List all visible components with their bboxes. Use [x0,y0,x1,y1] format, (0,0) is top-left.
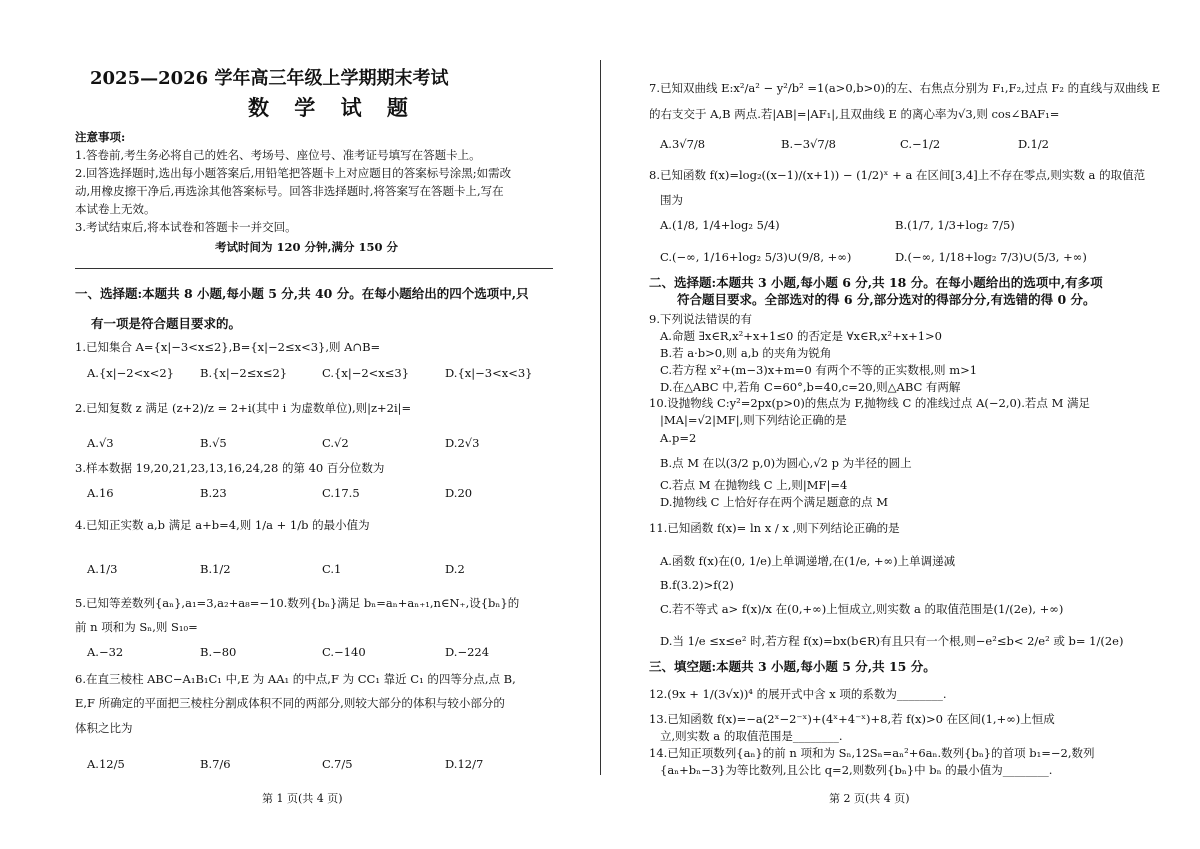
q3-option-c: C.17.5 [322,486,360,500]
q5-option-a: A.−32 [87,645,124,659]
notice-line: 本试卷上无效。 [75,202,156,216]
q8-option-d: D.(−∞, 1/18+log₂ 7/3)∪(5/3, +∞) [895,250,1087,264]
page-footer: 第 1 页(共 4 页) [262,792,343,805]
exam-title: 2025—2026 学年高三年级上学期期末考试 [90,68,449,89]
q8-option-a: A.(1/8, 1/4+log₂ 5/4) [660,218,780,232]
divider-line [75,268,553,269]
q6-option-b: B.7/6 [200,757,231,771]
question-3: 3.样本数据 19,20,21,23,13,16,24,28 的第 40 百分位数为 [75,461,385,475]
question-8-cont: 围为 [660,193,683,207]
q4-option-a: A.1/3 [87,562,118,576]
question-5-cont: 前 n 项和为 Sₙ,则 S₁₀= [75,620,198,634]
question-14: 14.已知正项数列{aₙ}的前 n 项和为 Sₙ,12Sₙ=aₙ²+6aₙ.数列{bₙ}的首项 b₁=−2,数列 [649,746,1095,760]
question-7: 7.已知双曲线 E:x²/a² − y²/b² =1(a>0,b>0)的左、右焦点分别为 F₁,F₂,过点 F₂ 的直线与双曲线 E [649,81,1161,95]
question-6: 6.在直三棱柱 ABC−A₁B₁C₁ 中,E 为 AA₁ 的中点,F 为 CC₁ 靠近 C₁ 的四等分点,点 B, [75,672,516,686]
q4-option-c: C.1 [322,562,342,576]
notice-line: 1.答卷前,考生务必将自己的姓名、考场号、座位号、准考证号填写在答题卡上。 [75,148,481,162]
question-6-cont: 体积之比为 [75,721,133,735]
page-divider [600,60,601,775]
page-2 [603,0,1200,849]
section2-heading-cont: 符合题目要求。全部选对的得 6 分,部分选对的得部分分,有选错的得 0 分。 [677,292,1096,307]
q9-option-a: A.命题 ∃x∈R,x²+x+1≤0 的否定是 ∀x∈R,x²+x+1>0 [660,329,942,343]
q11-option-a: A.函数 f(x)在(0, 1/e)上单调递增,在(1/e, +∞)上单调递减 [660,554,956,568]
q9-option-b: B.若 a·b>0,则 a,b 的夹角为锐角 [660,346,832,360]
q1-option-b: B.{x|−2≤x≤2} [200,366,288,380]
question-9: 9.下列说法错误的有 [649,312,752,326]
q4-option-d: D.2 [445,562,465,576]
q8-option-c: C.(−∞, 1/16+log₂ 5/3)∪(9/8, +∞) [660,250,852,264]
q3-option-a: A.16 [87,486,114,500]
q2-option-b: B.√5 [200,436,227,450]
q6-option-d: D.12/7 [445,757,484,771]
question-13-cont: 立,则实数 a 的取值范围是________. [660,729,843,743]
section1-heading: 一、选择题:本题共 8 小题,每小题 5 分,共 40 分。在每小题给出的四个选项中,只 [75,286,529,301]
q10-option-a: A.p=2 [660,431,697,445]
q4-option-b: B.1/2 [200,562,231,576]
q1-option-a: A.{x|−2<x<2} [87,366,174,380]
question-10: 10.设抛物线 C:y²=2px(p>0)的焦点为 F,抛物线 C 的准线过点 A(−2,0).若点 M 满足 [649,396,1091,410]
q3-option-d: D.20 [445,486,473,500]
q2-option-d: D.2√3 [445,436,480,450]
question-5: 5.已知等差数列{aₙ},a₁=3,a₂+a₈=−10.数列{bₙ}满足 bₙ=aₙ+aₙ₊₁,n∈N₊,设{bₙ}的 [75,596,520,610]
question-14-cont: {aₙ+bₙ−3}为等比数列,且公比 q=2,则数列{bₙ}中 bₙ 的最小值为________. [660,763,1053,777]
section2-heading: 二、选择题:本题共 3 小题,每小题 6 分,共 18 分。在每小题给出的选项中,有多项 [649,275,1103,290]
question-11: 11.已知函数 f(x)= ln x / x ,则下列结论正确的是 [649,521,900,535]
page-footer: 第 2 页(共 4 页) [829,792,910,805]
q5-option-c: C.−140 [322,645,366,659]
q9-option-d: D.在△ABC 中,若角 C=60°,b=40,c=20,则△ABC 有两解 [660,380,961,394]
question-13: 13.已知函数 f(x)=−a(2ˣ−2⁻ˣ)+(4ˣ+4⁻ˣ)+8,若 f(x)>0 在区间(1,+∞)上恒成 [649,712,1055,726]
q5-option-b: B.−80 [200,645,237,659]
q9-option-c: C.若方程 x²+(m−3)x+m=0 有两个不等的正实数根,则 m>1 [660,363,978,377]
exam-subtitle: 数 学 试 题 [248,95,417,120]
question-2: 2.已知复数 z 满足 (z+2)/z = 2+i(其中 i 为虚数单位),则|z+2i|= [75,401,412,415]
question-8: 8.已知函数 f(x)=log₂((x−1)/(x+1)) − (1/2)ˣ + a 在区间[3,4]上不存在零点,则实数 a 的取值范 [649,168,1146,182]
q1-option-c: C.{x|−2<x≤3} [322,366,410,380]
q2-option-a: A.√3 [87,436,114,450]
q1-option-d: D.{x|−3<x<3} [445,366,533,380]
q10-option-c: C.若点 M 在抛物线 C 上,则|MF|=4 [660,478,848,492]
q10-option-b: B.点 M 在以(3/2 p,0)为圆心,√2 p 为半径的圆上 [660,456,912,470]
question-6-cont: E,F 所确定的平面把三棱柱分割成体积不同的两部分,则较大部分的体积与较小部分的 [75,696,505,710]
question-1: 1.已知集合 A={x|−3<x≤2},B={x|−2≤x<3},则 A∩B= [75,340,381,354]
q11-option-b: B.f(3.2)>f(2) [660,578,734,592]
q7-option-c: C.−1/2 [900,137,941,151]
q7-option-d: D.1/2 [1018,137,1049,151]
q5-option-d: D.−224 [445,645,490,659]
notice-line: 2.回答选择题时,选出每小题答案后,用铅笔把答题卡上对应题目的答案标号涂黑;如需改 [75,166,512,180]
q11-option-c: C.若不等式 a> f(x)/x 在(0,+∞)上恒成立,则实数 a 的取值范围是(1/(2e), +∞) [660,602,1064,616]
q8-option-b: B.(1/7, 1/3+log₂ 7/5) [895,218,1015,232]
notice-heading: 注意事项: [75,130,126,144]
section1-heading-cont: 有一项是符合题目要求的。 [91,316,242,331]
q10-option-d: D.抛物线 C 上恰好存在两个满足题意的点 M [660,495,889,509]
q7-option-a: A.3√7/8 [660,137,706,151]
question-12: 12.(9x + 1/(3√x))⁴ 的展开式中含 x 项的系数为________. [649,687,947,701]
q3-option-b: B.23 [200,486,227,500]
q6-option-a: A.12/5 [87,757,125,771]
q11-option-d: D.当 1/e ≤x≤e² 时,若方程 f(x)=bx(b∈R)有且只有一个根,则−e²≤b< 2/e² 或 b= 1/(2e) [660,634,1124,648]
question-10-cont: |MA|=√2|MF|,则下列结论正确的是 [660,413,847,427]
question-7-cont: 的右支交于 A,B 两点.若|AB|=|AF₁|,且双曲线 E 的离心率为√3,则 cos∠BAF₁= [649,107,1060,121]
notice-line: 3.考试结束后,将本试卷和答题卡一并交回。 [75,220,297,234]
notice-line: 动,用橡皮擦干净后,再选涂其他答案标号。回答非选择题时,将答案写在答题卡上,写在 [75,184,504,198]
q7-option-b: B.−3√7/8 [781,137,836,151]
section3-heading: 三、填空题:本题共 3 小题,每小题 5 分,共 15 分。 [649,659,936,674]
question-4: 4.已知正实数 a,b 满足 a+b=4,则 1/a + 1/b 的最小值为 [75,518,370,532]
q6-option-c: C.7/5 [322,757,353,771]
exam-info: 考试时间为 120 分钟,满分 150 分 [215,240,399,254]
q2-option-c: C.√2 [322,436,349,450]
